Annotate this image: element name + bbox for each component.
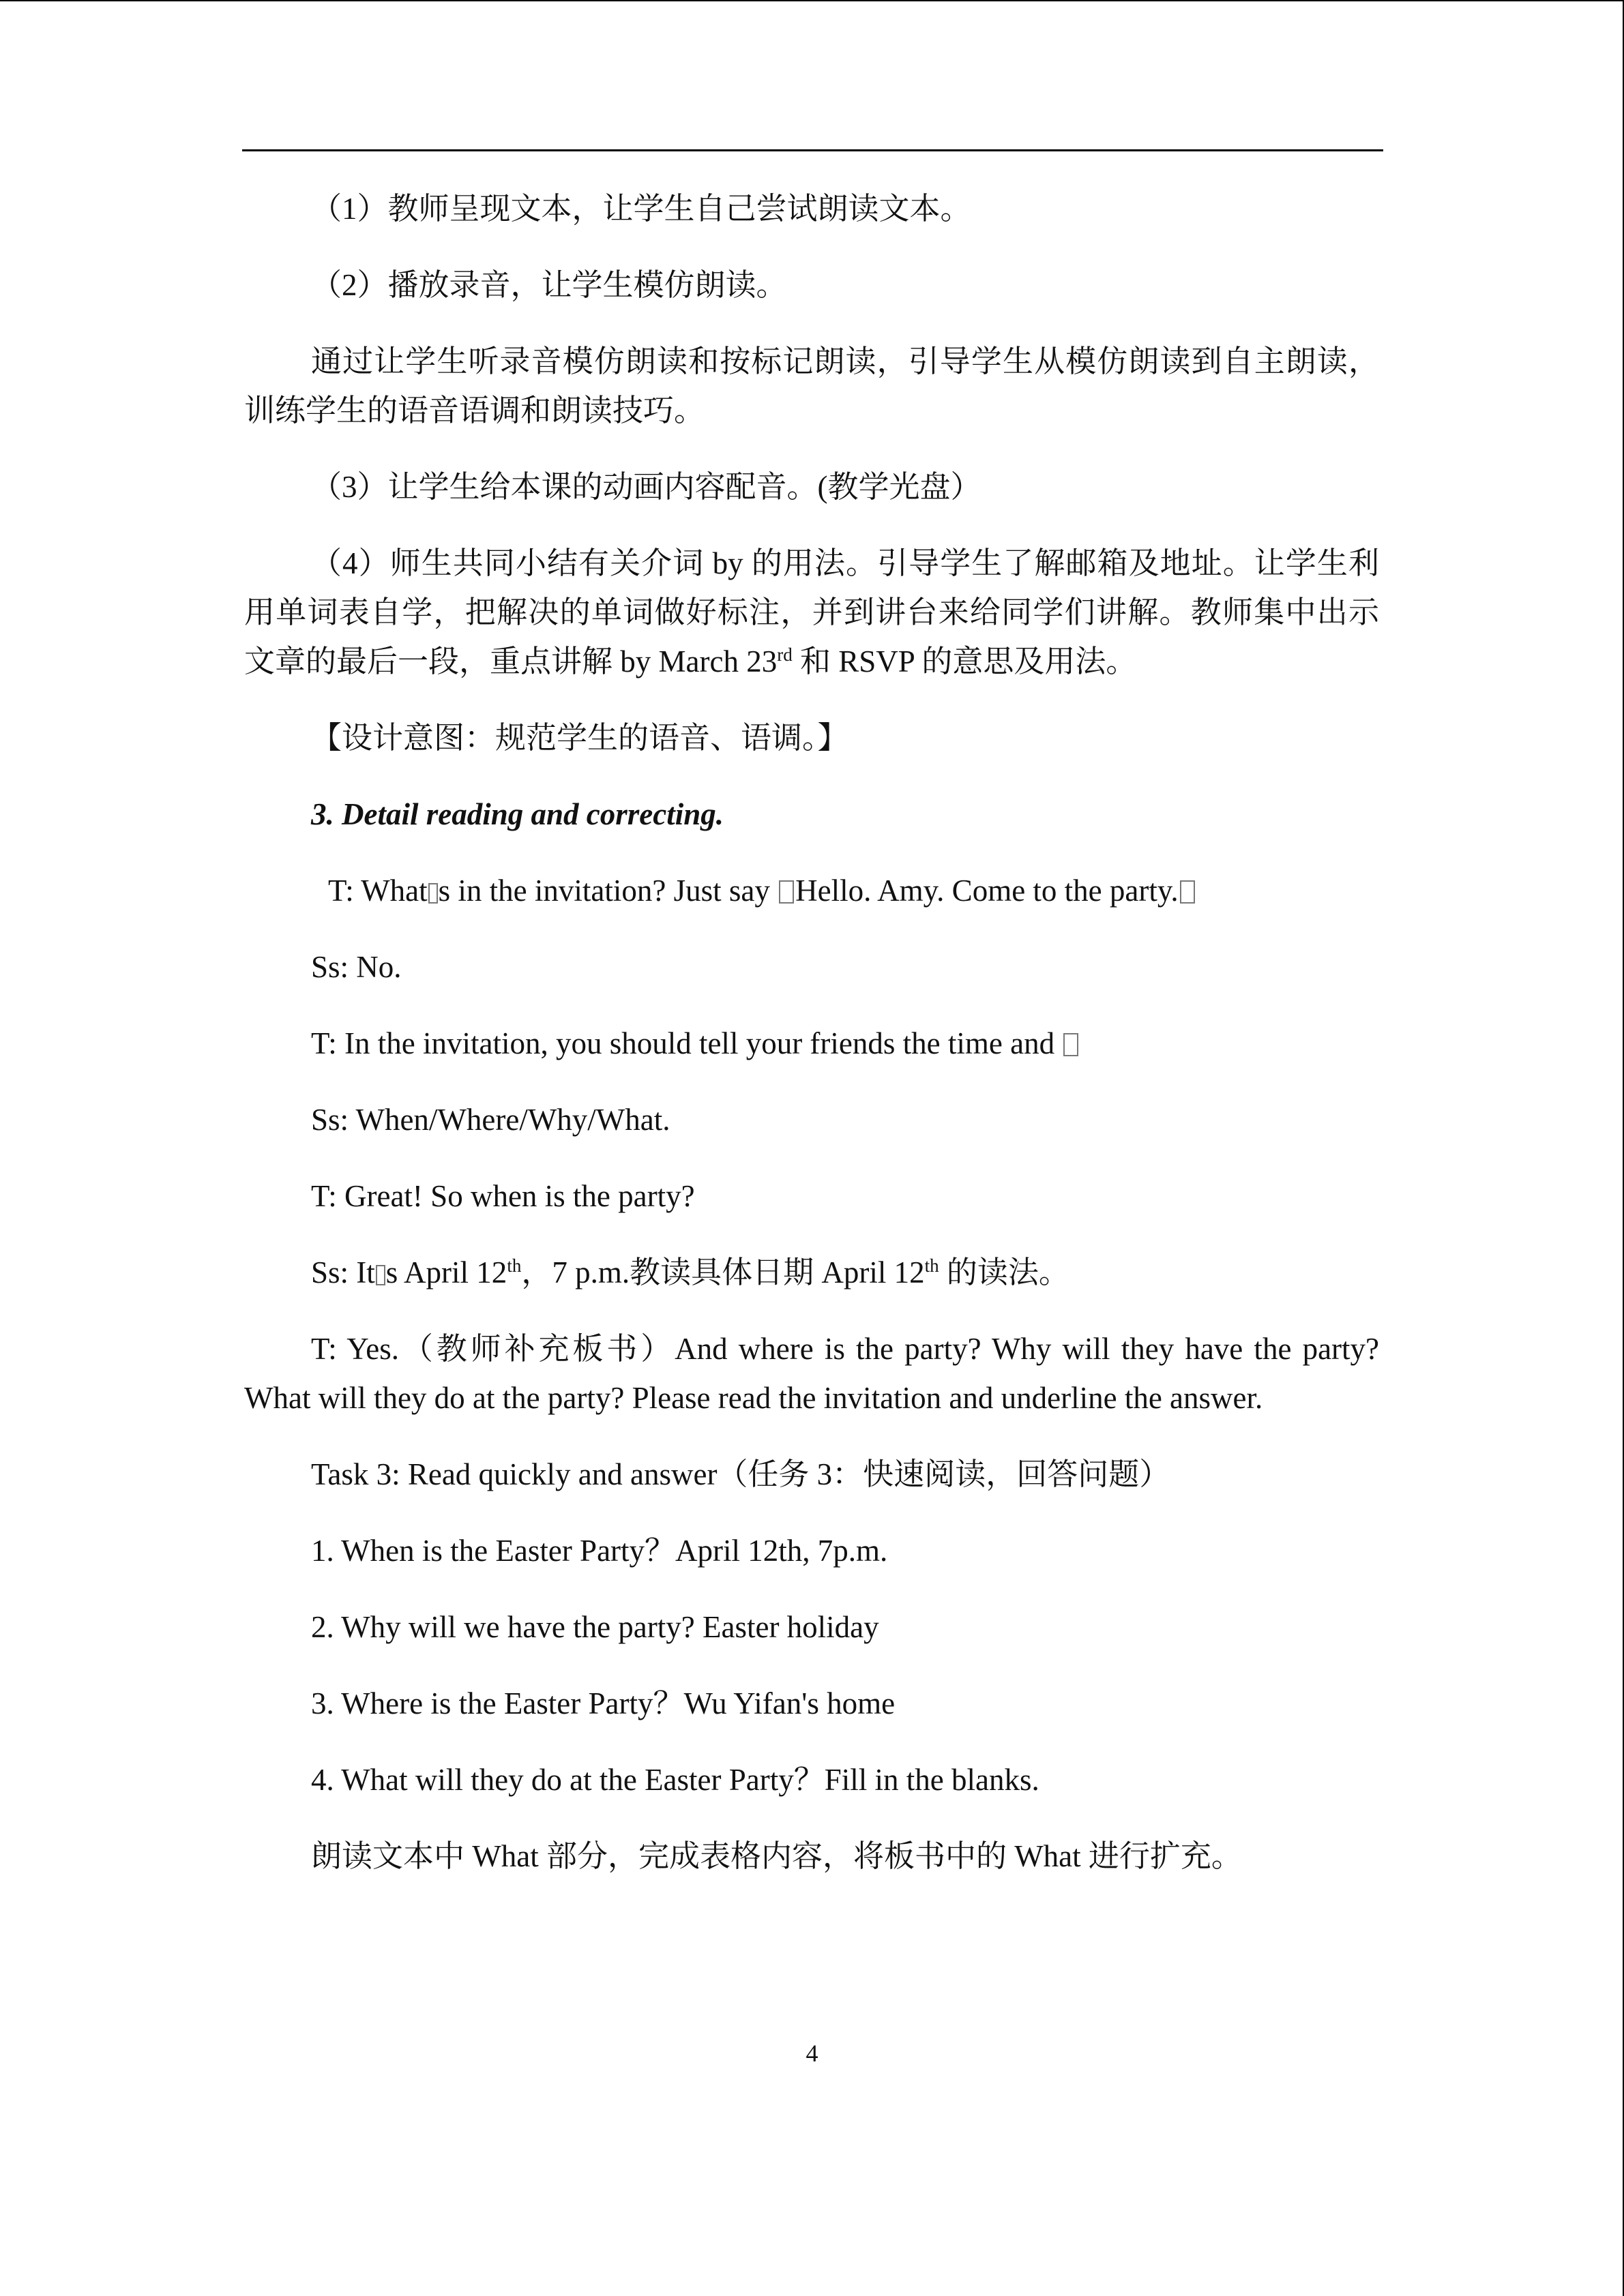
paragraph-step-3: （3）让学生给本课的动画内容配音。(教学光盘） (311, 470, 981, 504)
question-4: 4. What will they do at the Easter Party？Fill in the blanks. (311, 1763, 1039, 1797)
dialogue-text: ，7 p.m.教读具体日期 April 12 (521, 1255, 925, 1289)
dialogue-text: T: What (328, 874, 428, 908)
question-1: 1. When is the Easter Party？April 12th, 7p.m. (311, 1534, 888, 1568)
design-intent-note: 【设计意图：规范学生的语音、语调。】 (311, 721, 848, 755)
missing-glyph-icon (1063, 1033, 1078, 1056)
dialogue-text: 的读法。 (939, 1255, 1069, 1289)
dialogue-students-2: Ss: When/Where/Why/What. (311, 1103, 670, 1137)
paragraph-reading-explanation: 通过让学生听录音模仿朗读和按标记朗读，引导学生从模仿朗读到自主朗读，训练学生的语音语调和朗读技巧。 (244, 344, 1379, 428)
task-3-title: Task 3: Read quickly and answer（任务 3：快速阅读，回答问题） (311, 1457, 1170, 1491)
missing-glyph-icon (779, 880, 794, 904)
step-4-text-end: 和 RSVP 的意思及用法。 (792, 644, 1137, 679)
ordinal-suffix: rd (777, 644, 793, 665)
paragraph-step-4 (244, 539, 1379, 686)
dialogue-text: Hello. Amy. Come to the party. (795, 874, 1179, 908)
ordinal-suffix: th (924, 1255, 939, 1276)
missing-glyph-icon (376, 1265, 385, 1285)
dialogue-text: s in the invitation? Just say (438, 874, 778, 908)
section-heading-detail-reading: 3. Detail reading and correcting. (311, 797, 724, 831)
dialogue-teacher-4: T: Yes.（教师补充板书）And where is the party? Why will they have the party? What will they do at the party? Please read the invitation and underline the answer. (244, 1332, 1379, 1415)
dialogue-text: T: In the invitation, you should tell your friends the time and (311, 1026, 1063, 1060)
question-3: 3. Where is the Easter Party？Wu Yifan's home (311, 1686, 896, 1720)
step-4-text: （4）师生共同小结有关介词 by 的用法。引导学生了解邮箱及地址。让学生利用单词表自学，把解决的单词做好标注，并到讲台来给同学们讲解。教师集中出示文章的最后一段，重点讲解 by March 23 (244, 546, 1379, 679)
header-rule (242, 149, 1383, 151)
dialogue-text: s April 12 (385, 1255, 507, 1289)
question-2: 2. Why will we have the party? Easter holiday (311, 1610, 879, 1644)
page-top-border (0, 0, 1624, 1)
closing-instruction: 朗读文本中 What 部分，完成表格内容，将板书中的 What 进行扩充。 (311, 1839, 1242, 1873)
dialogue-teacher-2 (244, 1019, 1379, 1068)
document-body (244, 184, 1379, 1908)
paragraph-step-1: （1）教师呈现文本，让学生自己尝试朗读文本。 (311, 192, 971, 226)
paragraph-step-2: （2）播放录音，让学生模仿朗读。 (311, 268, 787, 302)
ordinal-suffix: th (507, 1255, 522, 1276)
dialogue-teacher-1 (244, 866, 1379, 915)
missing-glyph-icon (428, 883, 438, 904)
dialogue-students-3 (244, 1248, 1379, 1297)
dialogue-text: Ss: It (311, 1255, 375, 1289)
dialogue-students-1: Ss: No. (311, 950, 402, 984)
page-number: 4 (806, 2040, 818, 2067)
dialogue-teacher-3: T: Great! So when is the party? (311, 1179, 695, 1213)
missing-glyph-icon (1180, 880, 1195, 904)
